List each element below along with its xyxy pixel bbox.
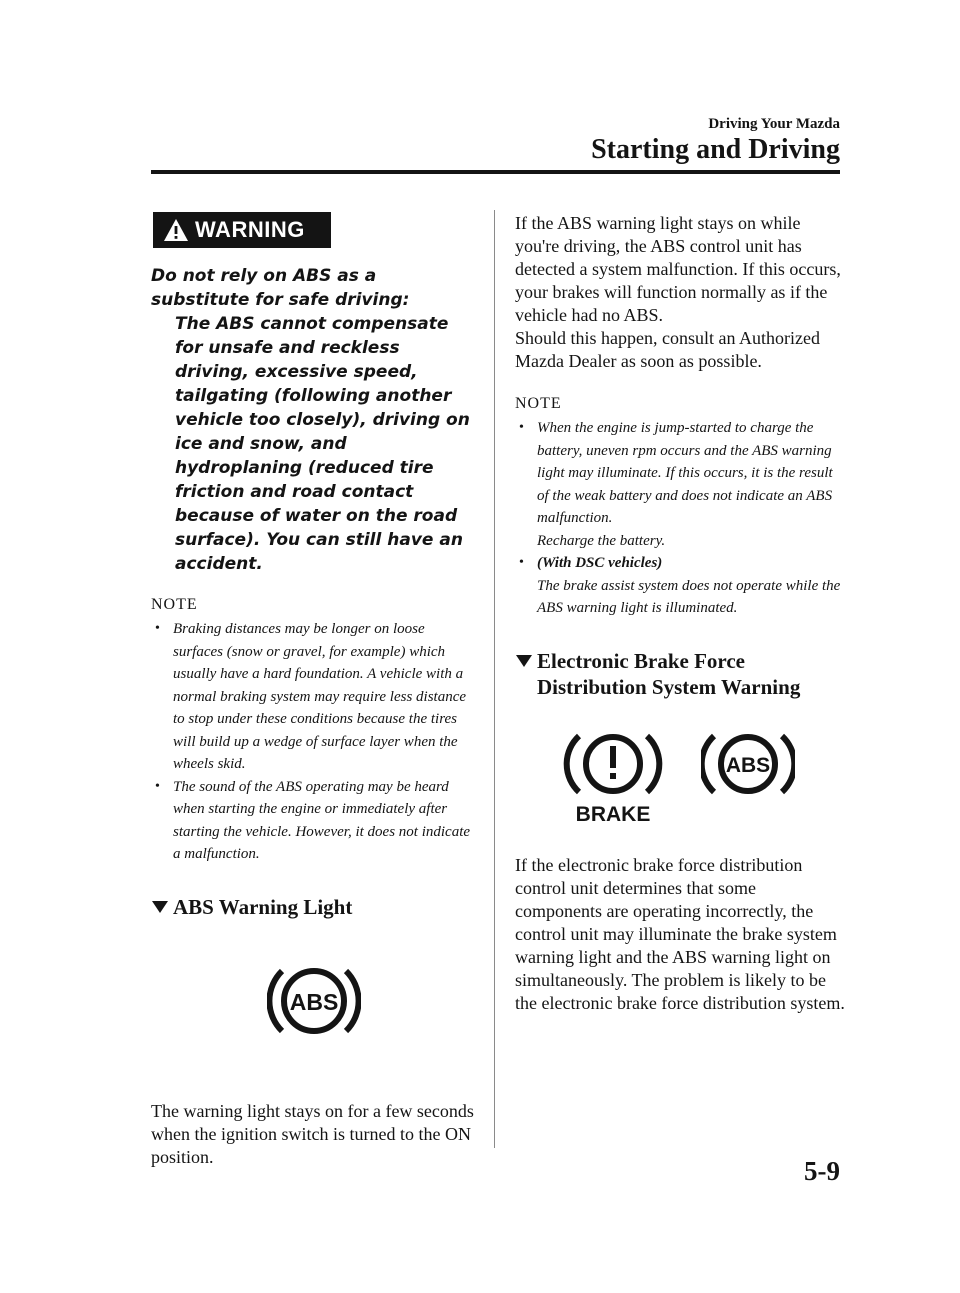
triangle-bullet-icon	[515, 654, 533, 668]
abs-warning-heading	[151, 894, 476, 920]
abs-malfunction-text: If the ABS warning light stays on while you're driving, the ABS control unit has detected a system malfunction. If this occurs, your brakes will function normally as if the vehicle had no ABS.	[515, 213, 841, 325]
ebd-heading-line-1: Electronic Brake Force	[537, 648, 745, 673]
abs-dealer-text: Should this happen, consult an Authorized Mazda Dealer as soon as possible.	[515, 328, 820, 371]
header-section: Driving Your Mazda	[708, 116, 840, 132]
abs-warning-text: The warning light stays on for a few seconds when the ignition switch is turned to the ON position.	[151, 1100, 474, 1167]
note-item	[515, 552, 845, 620]
header-rule	[151, 170, 840, 174]
warning-text: The ABS cannot compensate for unsafe and reckless driving, excessive speed, tailgating (following another vehicle too closely), driving on ice and snow, and hydroplaning (reduced tire friction and road contact because of water on the road surface). You can still have an accident.	[175, 314, 470, 574]
abs-icon-label: ABS	[289, 988, 338, 1015]
abs-warning-heading-text: ABS Warning Light	[173, 894, 353, 919]
note-list	[151, 618, 476, 866]
warning-heading: Do not rely on ABS as a substitute for safe driving:	[151, 266, 410, 310]
warning-badge	[153, 212, 331, 248]
abs-warning-light-icon	[267, 954, 361, 1048]
abs-icon-label: ABS	[725, 753, 771, 777]
note-text: Recharge the battery.	[537, 532, 666, 549]
warning-body	[151, 264, 476, 576]
note-list	[515, 417, 845, 620]
brake-icon-label: BRAKE	[575, 802, 651, 822]
note-label: NOTE	[151, 596, 198, 613]
page-title: Starting and Driving	[591, 134, 840, 165]
ebd-heading-line-2: Distribution System Warning	[537, 674, 801, 699]
abs-light-figure	[151, 954, 476, 1054]
left-column	[151, 212, 476, 1169]
column-divider	[494, 210, 495, 1148]
right-column	[515, 212, 845, 1015]
note-item: • Braking distances may be longer on loose surfaces (snow or gravel, for example) which usually have a hard foundation. A vehicle with a normal braking system may require less distance to stop under these conditions because the tires will build up a wedge of surface layer when the wheels skid.	[151, 618, 476, 776]
note-label: NOTE	[515, 395, 562, 412]
note-text: The brake assist system does not operate while the ABS warning light is illuminated.	[537, 577, 841, 616]
brake-warning-light-icon	[563, 728, 663, 822]
ebd-heading	[515, 648, 845, 700]
abs-warning-light-icon	[701, 728, 795, 802]
ebd-text: If the electronic brake force distribution control unit determines that some components are operating incorrectly, the control unit may illuminate the brake system warning light and the ABS warning light on simultaneously. The problem is likely to be the electronic brake force distribution system.	[515, 854, 845, 1013]
note-text: When the engine is jump-started to charge the battery, uneven rpm occurs and the ABS warning light may illuminate. If this occurs, it is the result of the weak battery and does not indicate an ABS malfunction.	[537, 420, 833, 526]
note-heading: (With DSC vehicles)	[537, 555, 663, 571]
warning-icon	[163, 217, 189, 243]
ebd-lights-figure	[515, 728, 845, 832]
warning-label: WARNING	[195, 217, 305, 242]
triangle-bullet-icon	[151, 900, 169, 914]
note-item	[515, 417, 845, 552]
note-item: • The sound of the ABS operating may be heard when starting the engine or immediately after starting the vehicle. However, it does not indicate a malfunction.	[151, 776, 476, 866]
page-number: 5-9	[804, 1156, 840, 1186]
ebd-heading-text	[537, 648, 800, 700]
